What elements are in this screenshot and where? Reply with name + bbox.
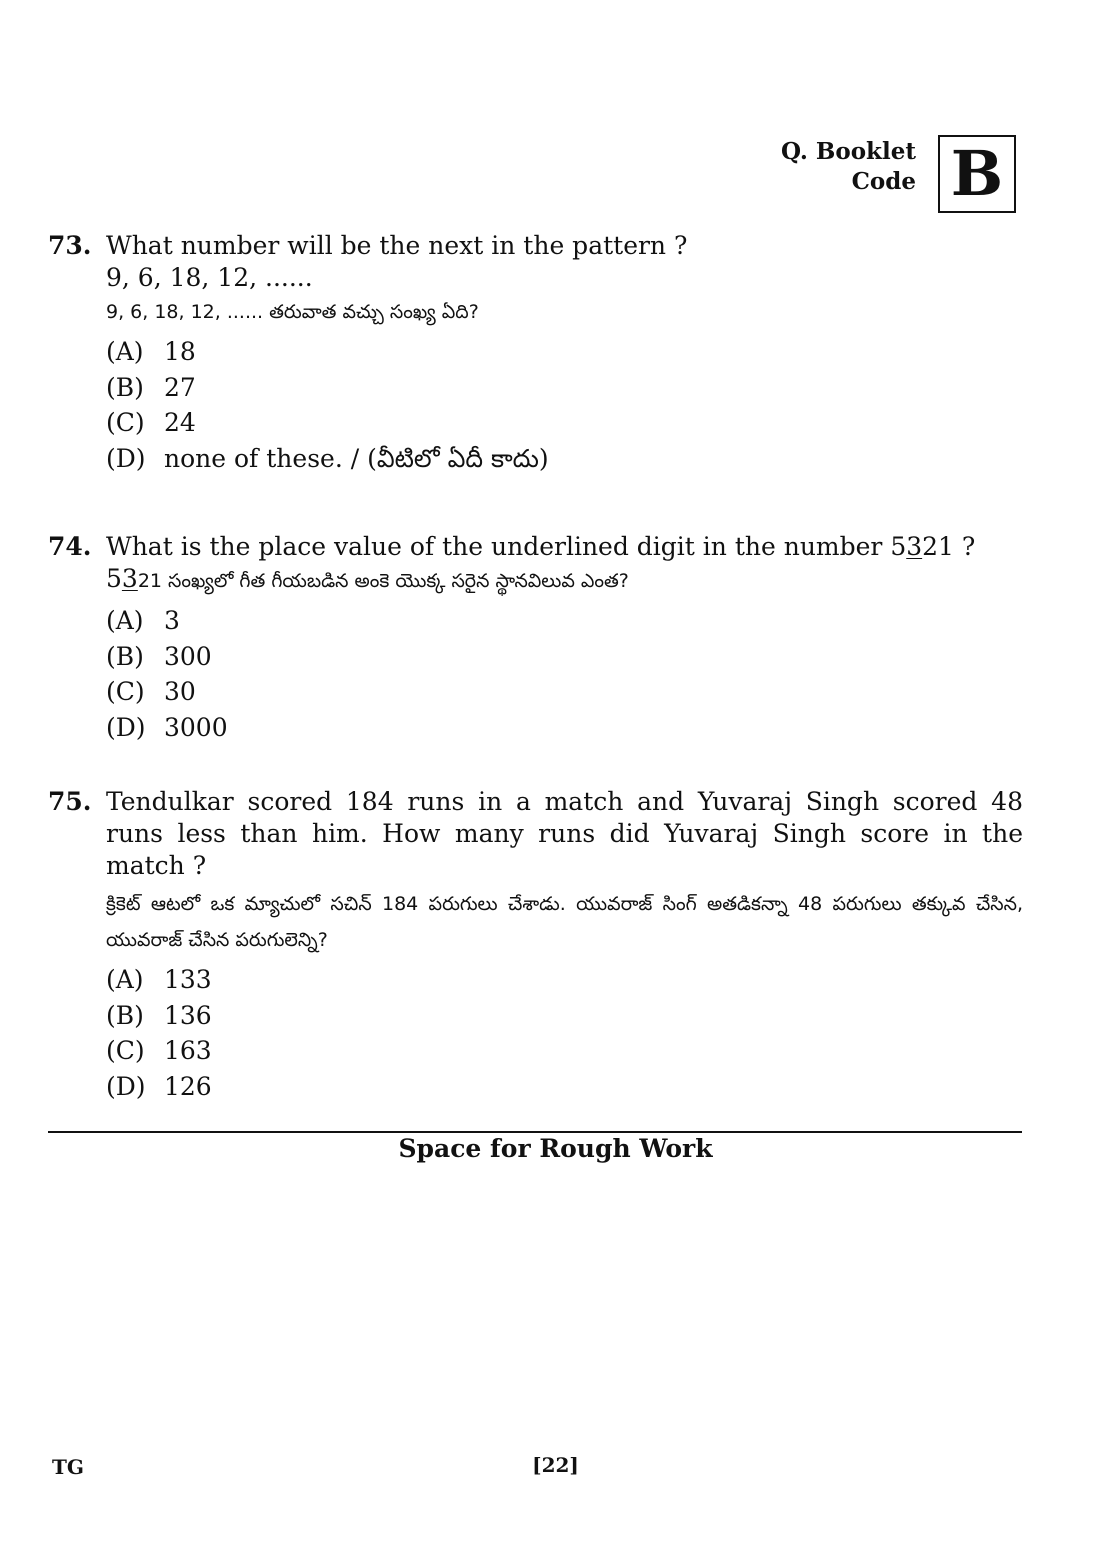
option-c[interactable]: [106, 674, 1023, 710]
option-b[interactable]: [106, 998, 1023, 1034]
question-text-en: Tendulkar scored 184 runs in a match and Yuvaraj Singh scored 48 runs less than him. How many runs did Yuvaraj Singh score in the match ?: [106, 787, 1023, 880]
option-value: 300: [164, 641, 212, 671]
option-label: (D): [106, 712, 146, 742]
underlined-digit: 3: [906, 532, 923, 561]
question-text-te-after: 21 సంఖ్యలో గీత గీయబడిన అంకె యొక్క సరైన స్థానవిలువ ఎంత?: [137, 570, 629, 592]
option-value: 18: [164, 337, 196, 366]
option-value: 136: [164, 1000, 212, 1030]
option-c[interactable]: [106, 405, 1023, 441]
question-text-te: [106, 563, 1023, 599]
question-text-te: క్రికెట్ ఆటలో ఒక మ్యాచులో సచిన్ 184 పరుగులు చేశాడు. యువరాజ్ సింగ్ అతడికన్నా 48 పరుగులు తక్కువ చేసిన, యువరాజ్ చేసిన పరుగులెన్ని?: [106, 893, 1023, 951]
question-text-te: 9, 6, 18, 12, ...... తరువాత వచ్చు సంఖ్య ఏది?: [106, 301, 479, 323]
option-label: (A): [106, 606, 144, 635]
question-75: [48, 786, 1023, 1104]
option-value: 3: [164, 606, 180, 635]
page-number: [22]: [532, 1453, 579, 1477]
option-d[interactable]: [106, 710, 1023, 746]
option-b[interactable]: [106, 370, 1023, 406]
option-label: (C): [106, 677, 145, 706]
question-number: 75.: [48, 787, 92, 816]
option-value: 30: [164, 677, 196, 706]
option-value: 27: [164, 372, 196, 402]
booklet-code-letter: B: [950, 137, 1004, 210]
question-number: 73.: [48, 231, 92, 260]
option-label: (B): [106, 372, 144, 402]
footer-series-code: TG: [52, 1455, 84, 1479]
underlined-digit-te: 3: [121, 564, 138, 593]
option-label: (D): [106, 1071, 146, 1101]
option-label: (D): [106, 443, 146, 473]
options-list: [106, 334, 1023, 476]
option-a[interactable]: [106, 603, 1023, 639]
question-text-en-before: What is the place value of the underlined digit in the number 5: [106, 532, 907, 561]
booklet-code-box: [938, 135, 1016, 213]
option-value: 163: [164, 1036, 212, 1065]
option-label: (A): [106, 965, 144, 994]
option-b[interactable]: [106, 639, 1023, 675]
option-a[interactable]: [106, 962, 1023, 998]
booklet-code-header: [760, 135, 1016, 219]
booklet-code-label: [781, 137, 916, 197]
option-label: (B): [106, 1000, 144, 1030]
option-value: 3000: [164, 712, 228, 742]
question-number: 74.: [48, 532, 92, 561]
number-before: 5: [106, 564, 122, 593]
option-label: (B): [106, 641, 144, 671]
rough-work-heading: Space for Rough Work: [398, 1134, 713, 1163]
option-label: (A): [106, 337, 144, 366]
option-d[interactable]: [106, 441, 1023, 477]
option-value: 133: [164, 965, 212, 994]
question-pattern: 9, 6, 18, 12, ......: [106, 263, 313, 292]
option-c[interactable]: [106, 1033, 1023, 1069]
option-label: (C): [106, 1036, 145, 1065]
option-value: none of these. / (వీటిలో ఏదీ కాదు): [164, 443, 549, 473]
option-value: 126: [164, 1071, 212, 1101]
booklet-label-line2: Code: [851, 168, 916, 195]
options-list: [106, 603, 1023, 745]
booklet-label-line1: Q. Booklet: [781, 138, 916, 165]
question-text-en: [106, 531, 1023, 563]
option-a[interactable]: [106, 334, 1023, 370]
question-74: [48, 531, 1023, 745]
option-label: (C): [106, 408, 145, 437]
option-value: 24: [164, 408, 196, 437]
question-text-en: What number will be the next in the pattern ?: [106, 231, 688, 260]
option-d[interactable]: [106, 1069, 1023, 1105]
question-text-en-after: 21 ?: [922, 532, 976, 561]
options-list: [106, 962, 1023, 1104]
question-73: [48, 230, 1023, 476]
